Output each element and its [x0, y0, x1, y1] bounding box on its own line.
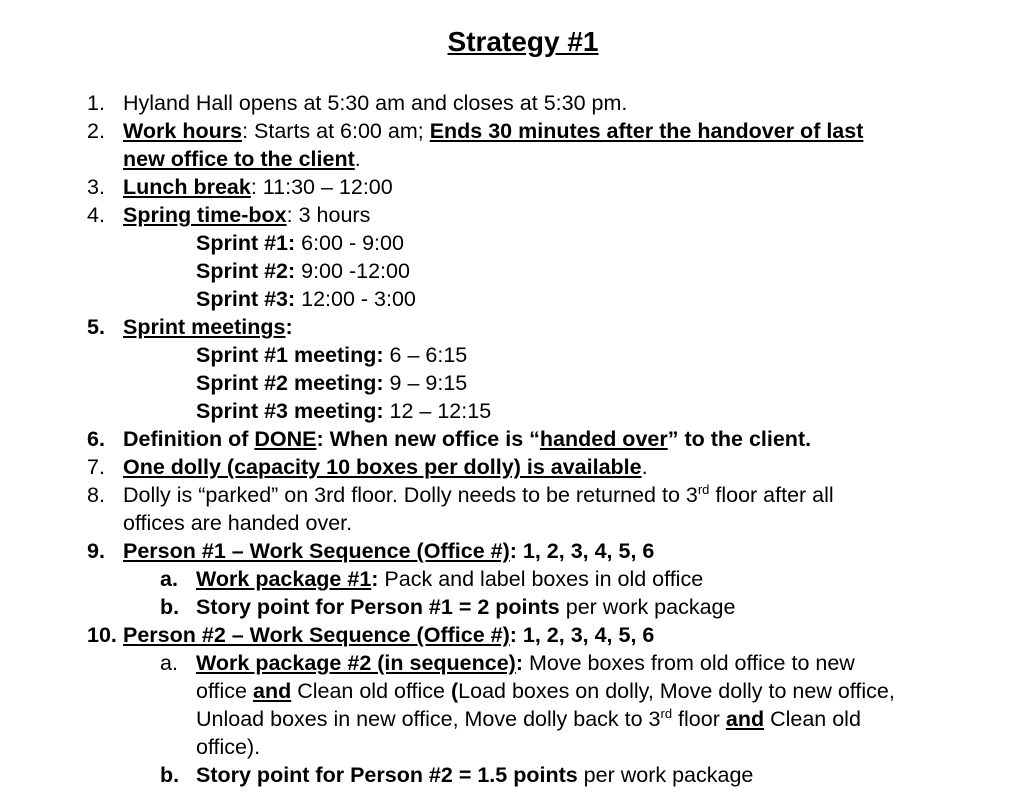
sub-item-10a — [0, 649, 1024, 677]
sub-item-10b — [0, 761, 1024, 789]
definition-text: ” to the client. — [667, 427, 812, 451]
work-hours-start: : Starts at 6:00 am; — [242, 119, 430, 143]
work-package-2-text: Move boxes from old office to new — [523, 651, 855, 675]
list-item-8-cont — [0, 509, 1024, 537]
lunch-break-label: Lunch break — [123, 175, 251, 199]
and-emphasis: and — [252, 679, 292, 703]
item-number: 4. — [87, 203, 105, 227]
sub-item-text — [196, 677, 895, 705]
item-number: 6. — [87, 427, 105, 451]
sprint-time: 9:00 -12:00 — [295, 259, 410, 283]
meeting-label: Sprint #2 meeting: — [196, 371, 384, 395]
person1-sequence: : 1, 2, 3, 4, 5, 6 — [509, 539, 655, 563]
item-text — [123, 201, 370, 229]
ordinal-suffix: rd — [697, 482, 710, 497]
item-number: 9. — [87, 539, 105, 563]
story-point-1: Story point for Person #1 = 2 points — [196, 595, 560, 619]
work-hours-end-line2: new office to the client — [123, 147, 355, 171]
item-number: 5. — [87, 315, 105, 339]
paren-open: ( — [450, 679, 459, 703]
sprint-time: 6:00 - 9:00 — [295, 231, 404, 255]
meeting-line — [0, 369, 1024, 397]
work-package-2-text: Load boxes on dolly, Move dolly to new office, — [458, 679, 895, 703]
story-point-2: Story point for Person #2 = 1.5 points — [196, 763, 578, 787]
list-item-2-cont — [0, 145, 1024, 173]
sprint-entry — [196, 229, 404, 257]
work-package-2-text: Clean old office — [291, 679, 451, 703]
work-package-2-text: Clean old — [764, 707, 861, 731]
sub-item-text — [196, 649, 855, 677]
item-number: 2. — [87, 119, 105, 143]
sprint-line — [0, 229, 1024, 257]
meeting-time: 12 – 12:15 — [383, 399, 492, 423]
document-title: Strategy #1 — [447, 26, 599, 57]
sprint-label: Sprint #1: — [196, 231, 296, 255]
list-item-9 — [0, 537, 1024, 565]
time-box-label: Spring time-box — [123, 203, 287, 227]
punctuation: : — [515, 651, 524, 675]
work-package-2-text: office — [196, 679, 253, 703]
item-text — [123, 453, 648, 481]
and-emphasis: and — [725, 707, 765, 731]
punctuation: . — [641, 455, 648, 479]
list-item-8 — [0, 481, 1024, 509]
strategy-list — [0, 89, 1024, 789]
definition-text: : When new office is “ — [316, 427, 540, 451]
meeting-entry — [196, 341, 467, 369]
meeting-line — [0, 341, 1024, 369]
list-item-5 — [0, 313, 1024, 341]
definition-text: Definition of — [123, 427, 255, 451]
meeting-time: 6 – 6:15 — [383, 343, 468, 367]
item-text — [123, 313, 293, 341]
sprint-label: Sprint #2: — [196, 259, 296, 283]
item-number: 3. — [87, 175, 105, 199]
meeting-label: Sprint #3 meeting: — [196, 399, 384, 423]
sub-item-letter: b. — [160, 595, 180, 619]
sub-item-text — [196, 705, 861, 733]
done-term: DONE — [254, 427, 317, 451]
work-package-2-label: Work package #2 (in sequence) — [196, 651, 516, 675]
item-text — [123, 145, 361, 173]
meeting-entry — [196, 397, 491, 425]
sprint-line — [0, 257, 1024, 285]
work-package-1-text: Pack and label boxes in old office — [378, 567, 704, 591]
sub-item-text — [196, 565, 703, 593]
punctuation: . — [354, 147, 361, 171]
sprint-label: Sprint #3: — [196, 287, 296, 311]
story-point-unit: per work package — [559, 595, 736, 619]
dolly-text: Dolly is “parked” on 3rd floor. Dolly needs to be returned to 3 — [123, 483, 698, 507]
work-hours-label: Work hours — [123, 119, 243, 143]
person2-sequence: : 1, 2, 3, 4, 5, 6 — [509, 623, 655, 647]
item-number: 10. — [87, 623, 117, 647]
item-text — [123, 481, 834, 509]
sub-item-10a-cont — [0, 733, 1024, 761]
sub-item-text — [196, 761, 753, 789]
meeting-entry — [196, 369, 467, 397]
sprint-entry — [196, 285, 416, 313]
sub-item-letter: b. — [160, 763, 180, 787]
item-text: Hyland Hall opens at 5:30 am and closes at 5:30 pm. — [123, 91, 628, 115]
punctuation: : — [371, 567, 379, 591]
time-box-value: : 3 hours — [286, 203, 371, 227]
sprint-entry — [196, 257, 410, 285]
item-text — [123, 537, 654, 565]
item-number: 8. — [87, 483, 105, 507]
item-text — [123, 173, 393, 201]
meeting-time: 9 – 9:15 — [383, 371, 468, 395]
list-item-1 — [0, 89, 1024, 117]
sub-item-10a-cont — [0, 677, 1024, 705]
sub-item-9a — [0, 565, 1024, 593]
dolly-capacity-label: One dolly (capacity 10 boxes per dolly) is available — [123, 455, 642, 479]
sub-item-9b — [0, 593, 1024, 621]
work-package-2-text: floor — [672, 707, 726, 731]
dolly-text: floor after all — [709, 483, 834, 507]
work-package-2-text: office). — [196, 735, 261, 759]
sub-item-letter: a. — [160, 567, 178, 591]
ordinal-suffix: rd — [660, 706, 673, 721]
sprint-meetings-label: Sprint meetings — [123, 315, 286, 339]
handed-over-term: handed over — [539, 427, 668, 451]
work-package-2-text: Unload boxes in new office, Move dolly back to 3 — [196, 707, 661, 731]
meeting-line — [0, 397, 1024, 425]
person1-sequence-label: Person #1 – Work Sequence (Office #) — [123, 539, 510, 563]
sub-item-letter: a. — [160, 651, 178, 675]
work-hours-end-line1: Ends 30 minutes after the handover of last — [429, 119, 864, 143]
list-item-4 — [0, 201, 1024, 229]
list-item-2 — [0, 117, 1024, 145]
item-text — [123, 117, 863, 145]
sub-item-text — [196, 593, 735, 621]
sprint-time: 12:00 - 3:00 — [295, 287, 416, 311]
dolly-text: offices are handed over. — [123, 511, 353, 535]
list-item-6 — [0, 425, 1024, 453]
lunch-break-time: : 11:30 – 12:00 — [250, 175, 393, 199]
item-number: 1. — [87, 91, 105, 115]
item-number: 7. — [87, 455, 105, 479]
punctuation: : — [285, 315, 293, 339]
work-package-1-label: Work package #1 — [196, 567, 372, 591]
list-item-10 — [0, 621, 1024, 649]
item-text — [123, 425, 811, 453]
person2-sequence-label: Person #2 – Work Sequence (Office #) — [123, 623, 510, 647]
list-item-3 — [0, 173, 1024, 201]
list-item-7 — [0, 453, 1024, 481]
sprint-line — [0, 285, 1024, 313]
meeting-label: Sprint #1 meeting: — [196, 343, 384, 367]
sub-item-10a-cont — [0, 705, 1024, 733]
story-point-unit: per work package — [577, 763, 754, 787]
item-text — [123, 621, 654, 649]
